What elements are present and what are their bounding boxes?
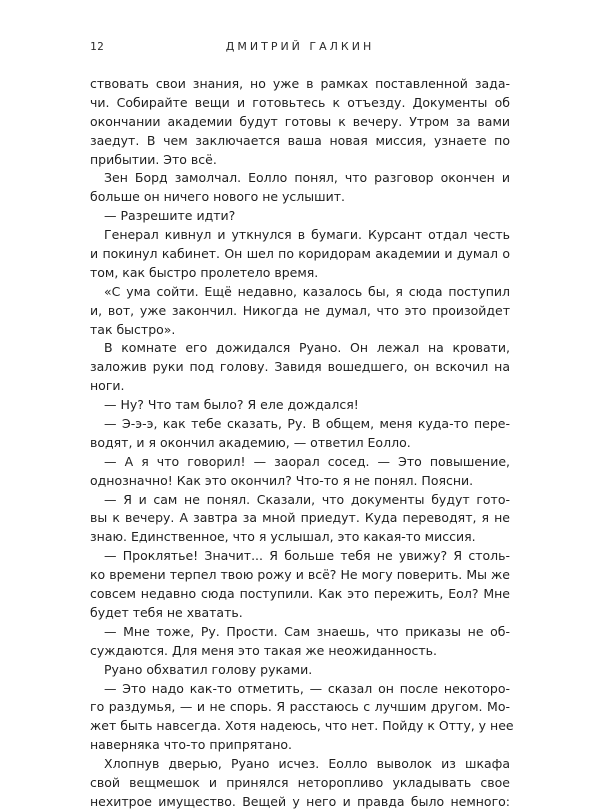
text-line: — Разрешите идти? [104, 208, 236, 224]
text-line: суждаются. Для меня это такая же неожиданность. [90, 642, 438, 658]
text-line: Зен Борд замолчал. Еолло понял, что разговор окончен и [104, 170, 510, 186]
text-line: вы к вечеру. А завтра за мной приедут. Куда переводят, я не [90, 510, 510, 526]
text-line: свой вещмешок и принялся неторопливо укладывать свое [90, 774, 510, 790]
text-line: — Я и сам не понял. Сказали, что документы будут гото- [104, 491, 510, 507]
text-line: водят, и я окончил академию, — ответил Еолло. [90, 434, 411, 450]
text-line: — Э-э-э, как тебе сказать, Ру. В общем, меня куда-то пере- [104, 416, 510, 432]
page-header [90, 40, 510, 56]
text-line: ноги. [90, 378, 125, 394]
text-line: и покинул кабинет. Он шел по коридорам академии и думал о [90, 246, 510, 262]
text-line: больше он ничего нового не услышит. [90, 189, 345, 205]
text-line: жет быть навсегда. Хотя надеюсь, что нет. Пойду к Отту, у нее [90, 718, 514, 734]
running-title: ДМИТРИЙ ГАЛКИН [225, 40, 375, 53]
text-line: «С ума сойти. Ещё недавно, казалось бы, я сюда поступил [104, 283, 510, 299]
text-line: В комнате его дожидался Руано. Он лежал на кровати, [104, 340, 510, 356]
text-line: ствовать свои знания, но уже в рамках поставленной зада- [90, 76, 510, 91]
text-line: ко времени терпел твою рожу и всё? Не могу поверить. Мы же [90, 567, 510, 583]
text-line: Генерал кивнул и уткнулся в бумаги. Курсант отдал честь [104, 227, 510, 243]
text-line: и, вот, уже закончил. Никогда не думал, что это произойдет [90, 302, 510, 318]
text-line: чи. Собирайте вещи и готовьтесь к отъезду. Документы об [90, 94, 510, 110]
page-number: 12 [90, 40, 105, 53]
text-line: Хлопнув дверью, Руано исчез. Еолло выволок из шкафа [104, 756, 510, 772]
text-line: заедут. В чем заключается ваша новая миссия, узнаете по [90, 132, 510, 148]
text-line: знаю. Единственное, что я услышал, это какая-то миссия. [90, 529, 476, 545]
text-line: так быстро». [90, 321, 176, 337]
text-line: — Проклятье! Значит... Я больше тебя не увижу? Я столь- [104, 548, 510, 564]
text-line: заложив руки под голову. Завидя вошедшего, он вскочил на [90, 359, 510, 375]
text-line: прибытии. Это всё. [90, 151, 217, 167]
text-line: — А я что говорил! — заорал сосед. — Это повышение, [104, 453, 510, 469]
text-line: — Это надо как-то отметить, — сказал он после некоторо- [104, 680, 510, 696]
text-line: наверняка что-то припрятано. [90, 737, 293, 753]
text-line: го раздумья, — и не спорь. Я расстаюсь с лучшим другом. Мо- [90, 699, 510, 715]
text-line: будет тебя не хватать. [90, 604, 243, 620]
text-line: однозначно! Как это окончил? Что-то я не понял. Поясни. [90, 472, 474, 488]
text-line: окончании академии будут готовы к вечеру. Утром за вами [90, 113, 510, 129]
text-line: совсем недавно сюда поступили. Как это пережить, Еол? Мне [90, 586, 510, 602]
text-line: — Ну? Что там было? Я еле дождался! [104, 397, 359, 413]
body-text [90, 75, 514, 812]
text-line: Руано обхватил голову руками. [104, 661, 313, 677]
text-line: — Мне тоже, Ру. Прости. Сам знаешь, что приказы не об- [104, 623, 510, 639]
text-line: том, как быстро пролетело время. [90, 264, 319, 280]
text-line: нехитрое имущество. Вещей у него и правда было немного: [90, 793, 510, 809]
